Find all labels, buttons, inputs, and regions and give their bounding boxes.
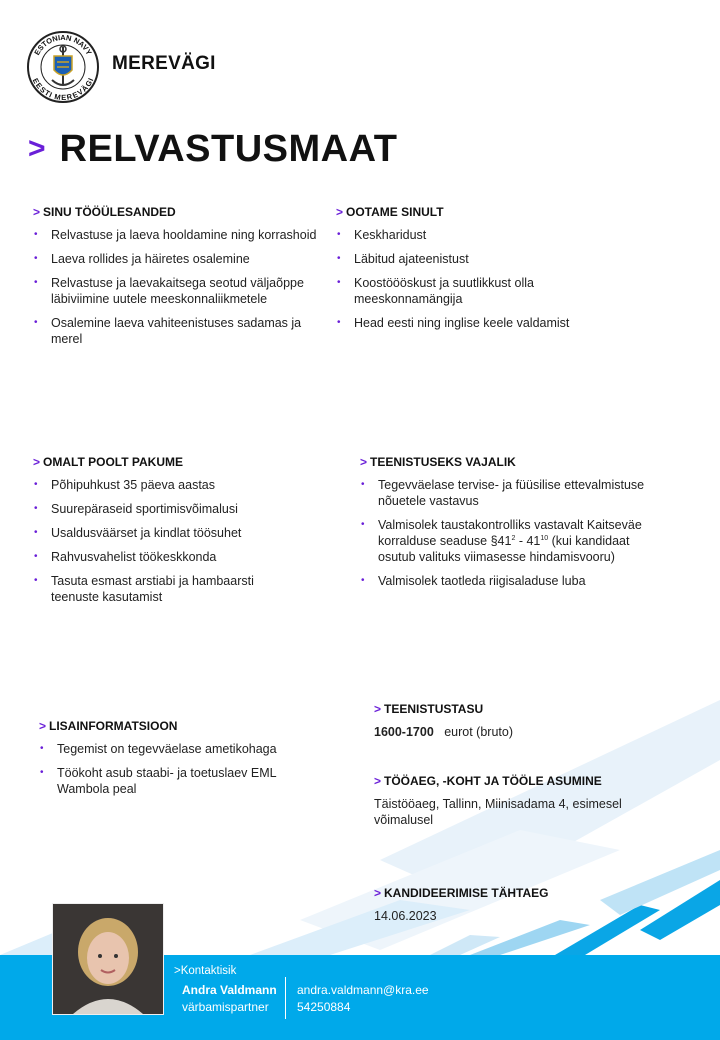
- section-title: > TEENISTUSTASU: [374, 702, 484, 716]
- list-item: • Relvastuse ja laeva hooldamine ning korrashoid: [33, 227, 323, 243]
- list-item: • Osalemine laeva vahiteenistuses sadamas ja merel: [33, 315, 323, 347]
- list-item: • Suurepäraseid sportimisvõimalusi: [33, 501, 293, 517]
- list-item: • Läbitud ajateenistust: [336, 251, 596, 267]
- list-item: • Tegevväelase tervise- ja füüsilise ettevalmistuse nõuetele vastavus: [360, 477, 665, 509]
- contact-label: >Kontaktisik: [174, 965, 237, 977]
- more-info-list: [39, 741, 309, 797]
- list-item: • Tegemist on tegevväelase ametikohaga: [39, 741, 309, 757]
- list-item: • Laeva rollides ja häiretes osalemine: [33, 251, 323, 267]
- offer-list: [33, 477, 293, 605]
- section-salary: [374, 702, 674, 740]
- brand-name: MEREVÄGI: [112, 53, 216, 74]
- list-item: • Relvastuse ja laevakaitsega seotud väljaõppe läbiviimine uutele meeskonnaliikmetele: [33, 275, 323, 307]
- list-item: • Töökoht asub staabi- ja toetuslaev EML Wambola peal: [39, 765, 309, 797]
- contact-name: Andra Valdmann: [182, 983, 277, 997]
- svg-text:EESTI MEREVÄGI: EESTI MEREVÄGI: [30, 76, 96, 103]
- section-title: > TEENISTUSEKS VAJALIK: [360, 455, 516, 469]
- section-title: > TÖÖAEG, -KOHT JA TÖÖLE ASUMINE: [374, 774, 602, 788]
- list-item: • Usaldusväärset ja kindlat töösuhet: [33, 525, 293, 541]
- required-list: [360, 477, 665, 589]
- contact-phone[interactable]: 54250884: [297, 1000, 351, 1014]
- chevron-right-icon: >: [28, 132, 46, 165]
- list-item-background-check: • Valmisolek taustakontrolliks vastavalt Kaitseväe korralduse seaduse $\S 41^2 - 41^{10}$ (kui kandidaat osutub valituks viimasesse hindamisvooru): [360, 517, 665, 565]
- deadline-date: 14.06.2023: [374, 909, 437, 923]
- section-expect: [336, 205, 596, 339]
- section-tasks: [33, 205, 323, 355]
- section-title: > OOTAME SINULT: [336, 205, 444, 219]
- task-list: [33, 227, 323, 347]
- navy-logo: [26, 30, 100, 104]
- contact-role: värbamispartner: [182, 1000, 269, 1014]
- section-title: > SINU TÖÖÜLESANDED: [33, 205, 176, 219]
- svg-text:ESTONIAN NAVY: ESTONIAN NAVY: [32, 33, 94, 57]
- section-offer: [33, 455, 293, 613]
- salary-value: 1600-1700 eurot (bruto): [374, 725, 513, 739]
- worktime-text: Täistööaeg, Tallinn, Miinisadama 4, esimesel võimalusel: [374, 797, 622, 827]
- page-title: RELVASTUSMAAT: [59, 128, 398, 170]
- contact-photo: [52, 903, 164, 1015]
- list-item: • Põhipuhkust 35 päeva aastas: [33, 477, 293, 493]
- section-worktime: [374, 774, 674, 828]
- section-title: > KANDIDEERIMISE TÄHTAEG: [374, 886, 549, 900]
- list-item: • Keskharidust: [336, 227, 596, 243]
- section-required: [360, 455, 665, 597]
- section-title: > LISAINFORMATSIOON: [39, 719, 178, 733]
- section-title: > OMALT POOLT PAKUME: [33, 455, 184, 469]
- list-item: • Tasuta esmast arstiabi ja hambaarsti teenuste kasutamist: [33, 573, 293, 605]
- contact-email[interactable]: andra.valdmann@kra.ee: [297, 983, 429, 997]
- list-item: • Koostöööskust ja suutlikkust olla meeskonnamängija: [336, 275, 596, 307]
- section-deadline: [374, 886, 674, 924]
- section-more-info: [39, 719, 309, 805]
- list-item: • Head eesti ning inglise keele valdamist: [336, 315, 596, 331]
- divider: [285, 977, 286, 1019]
- list-item: • Rahvusvahelist töökeskkonda: [33, 549, 293, 565]
- list-item: • Valmisolek taotleda riigisaladuse luba: [360, 573, 665, 589]
- page-title-row: [28, 130, 397, 168]
- expect-list: [336, 227, 596, 331]
